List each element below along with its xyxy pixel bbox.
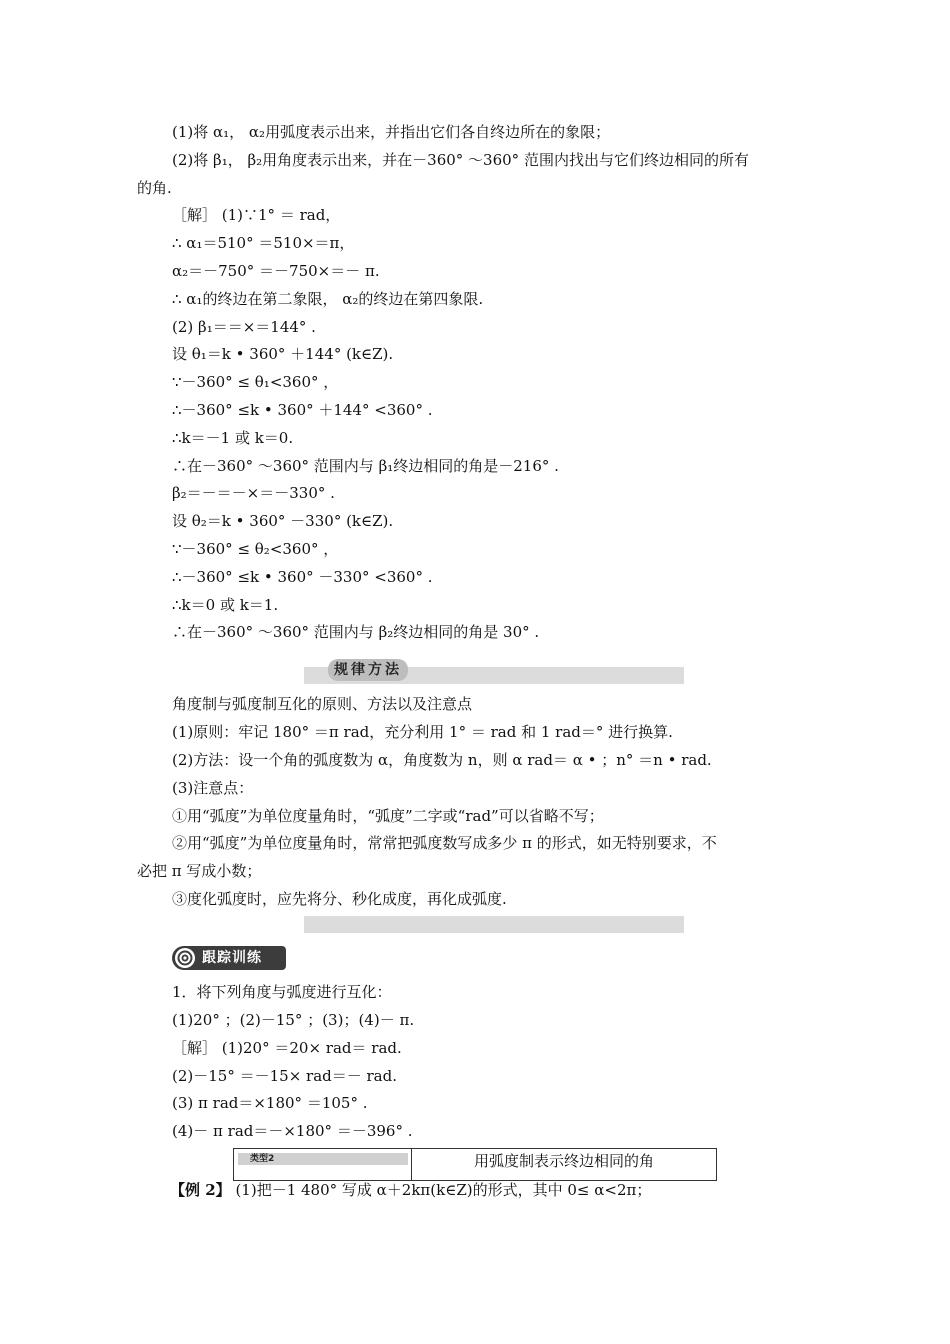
solution-line: 设 θ₂＝k • 360° －330° (k∈Z). bbox=[172, 512, 394, 530]
solution-line: ∴在－360° ～360° 范围内与 β₂终边相同的角是 30° . bbox=[172, 623, 540, 641]
problem-part-2: (2)将 β₁， β₂用角度表示出来，并在－360° ～360° 范围内找出与它们终边相同的所有 bbox=[172, 151, 749, 169]
method-principle: (1)原则：牢记 180° ＝π rad，充分利用 1° ＝ rad 和 1 rad＝° 进行换算. bbox=[172, 723, 673, 741]
type-header-box bbox=[233, 1148, 717, 1181]
problem-part-2-cont: 的角. bbox=[137, 179, 172, 197]
solution-line: ∵－360° ≤ θ₁<360° ， bbox=[172, 373, 339, 391]
training-question: 1．将下列角度与弧度进行互化： bbox=[172, 983, 392, 1001]
solution-line: ∴在－360° ～360° 范围内与 β₁终边相同的角是－216° . bbox=[172, 457, 559, 475]
method-approach: (2)方法：设一个角的弧度数为 α，角度数为 n，则 α rad＝ α • ；n° ＝n • rad. bbox=[172, 751, 712, 769]
solution-line: β₂＝－＝－×＝－330° . bbox=[172, 484, 335, 502]
solution-line: 设 θ₁＝k • 360° ＋144° (k∈Z). bbox=[172, 345, 394, 363]
training-answer: ［解］ (1)20° ＝20× rad＝ rad. bbox=[172, 1039, 402, 1057]
solution-line: (2) β₁＝＝×＝144° . bbox=[172, 318, 316, 336]
training-items: (1)20° ；(2)－15° ；(3)；(4)－ π. bbox=[172, 1011, 415, 1029]
type-tag: 类型2 bbox=[250, 1154, 275, 1164]
solution-line: ［解］ (1)∵1° ＝ rad， bbox=[172, 206, 341, 224]
training-badge bbox=[172, 946, 286, 972]
training-answer: (2)－15° ＝－15× rad＝－ rad. bbox=[172, 1067, 397, 1085]
training-answer: (3) π rad＝×180° ＝105° . bbox=[172, 1094, 368, 1112]
type-title: 用弧度制表示终边相同的角 bbox=[473, 1152, 654, 1170]
training-badge-label: 跟踪训练 bbox=[202, 950, 262, 966]
method-note-3: ③度化弧度时，应先将分、秒化成度，再化成弧度. bbox=[172, 890, 507, 908]
solution-line: ∴ α₁的终边在第二象限， α₂的终边在第四象限. bbox=[172, 290, 484, 308]
solution-line: ∵－360° ≤ θ₂<360° ， bbox=[172, 540, 339, 558]
method-note-2-cont: 必把 π 写成小数； bbox=[137, 862, 262, 880]
problem-part-1: (1)将 α₁， α₂用弧度表示出来，并指出它们各自终边所在的象限； bbox=[172, 123, 611, 141]
solution-line: ∴k＝0 或 k＝1. bbox=[172, 596, 279, 614]
solution-line: ∴k＝－1 或 k＝0. bbox=[172, 429, 294, 447]
example-line bbox=[170, 1180, 651, 1200]
method-note-1: ①用“弧度”为单位度量角时，“弧度”二字或“rad”可以省略不写； bbox=[172, 807, 604, 825]
solution-line: ∴－360° ≤k • 360° －330° <360° . bbox=[172, 568, 433, 586]
method-banner-title: 规律方法 bbox=[328, 659, 408, 681]
method-heading: 角度制与弧度制互化的原则、方法以及注意点 bbox=[172, 695, 473, 713]
method-notes-heading: (3)注意点： bbox=[172, 779, 254, 797]
example-label: 【例 2】 bbox=[170, 1181, 231, 1199]
training-answer: (4)－ π rad＝－×180° ＝－396° . bbox=[172, 1122, 413, 1140]
solution-line: ∴ α₁＝510° ＝510×＝π， bbox=[172, 234, 355, 252]
example-text: (1)把－1 480° 写成 α＋2kπ(k∈Z)的形式，其中 0≤ α<2π； bbox=[230, 1181, 652, 1199]
method-end-bar bbox=[304, 916, 684, 933]
solution-line: α₂＝－750° ＝－750×＝－ π. bbox=[172, 262, 380, 280]
target-icon bbox=[174, 947, 196, 969]
method-note-2: ②用“弧度”为单位度量角时，常常把弧度数写成多少 π 的形式，如无特别要求，不 bbox=[172, 834, 717, 852]
solution-line: ∴－360° ≤k • 360° ＋144° <360° . bbox=[172, 401, 433, 419]
